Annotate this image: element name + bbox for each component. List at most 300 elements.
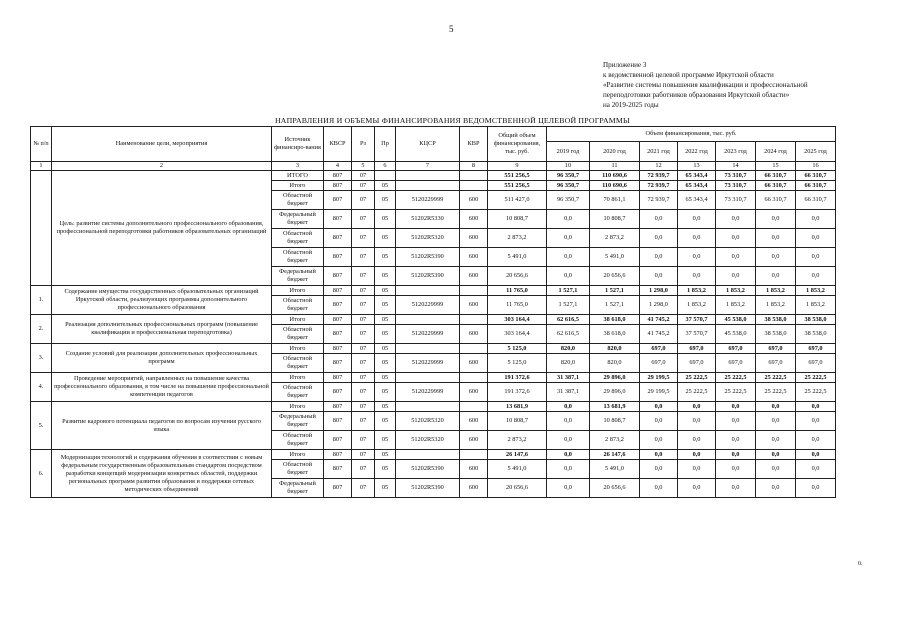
pr-cell: 05 xyxy=(375,210,396,229)
column-number: 10 xyxy=(547,162,590,171)
row-number: 3. xyxy=(31,344,52,373)
kvsr-cell: 807 xyxy=(324,383,352,402)
year-value-cell: 0,0 xyxy=(796,431,836,450)
year-value-cell: 0,0 xyxy=(756,267,796,286)
year-value-cell: 820,0 xyxy=(590,344,640,354)
rz-cell: 07 xyxy=(352,479,375,498)
rz-cell: 07 xyxy=(352,210,375,229)
year-value-cell: 0,0 xyxy=(756,402,796,412)
total-cell: 5 491,0 xyxy=(488,248,547,267)
total-cell: 20 656,6 xyxy=(488,267,547,286)
row-number: 4. xyxy=(31,373,52,402)
year-value-cell: 1 853,2 xyxy=(756,296,796,315)
year-value-cell: 38 618,0 xyxy=(590,325,640,344)
kcsr-cell: 51202R5320 xyxy=(396,431,460,450)
rz-cell: 07 xyxy=(352,191,375,210)
total-cell: 5 125,0 xyxy=(488,344,547,354)
year-value-cell: 37 570,7 xyxy=(678,325,716,344)
kcsr-cell xyxy=(396,315,460,325)
year-value-cell: 0,0 xyxy=(716,412,756,431)
kvsr-cell: 807 xyxy=(324,402,352,412)
total-cell: 13 681,9 xyxy=(488,402,547,412)
funding-source: Областной бюджет xyxy=(272,191,324,210)
funding-source: ИТОГО xyxy=(272,171,324,181)
kvr-cell: 600 xyxy=(460,248,488,267)
total-cell: 191 372,6 xyxy=(488,383,547,402)
kvr-cell xyxy=(460,171,488,181)
funding-source: Итого xyxy=(272,402,324,412)
pr-cell: 05 xyxy=(375,286,396,296)
year-value-cell: 0,0 xyxy=(547,248,590,267)
year-value-cell: 65 343,4 xyxy=(678,171,716,181)
year-value-cell: 820,0 xyxy=(547,354,590,373)
year-value-cell: 41 745,2 xyxy=(640,325,678,344)
year-value-cell: 0,0 xyxy=(678,412,716,431)
funding-source: Федеральный бюджет xyxy=(272,267,324,286)
year-value-cell: 41 745,2 xyxy=(640,315,678,325)
rz-cell: 07 xyxy=(352,344,375,354)
row-number: 6. xyxy=(31,450,52,498)
column-number: 1 xyxy=(31,162,52,171)
year-value-cell: 73 310,7 xyxy=(716,171,756,181)
column-number: 15 xyxy=(756,162,796,171)
rz-cell: 07 xyxy=(352,383,375,402)
year-value-cell: 29 896,0 xyxy=(590,383,640,402)
pr-cell: 05 xyxy=(375,460,396,479)
year-value-cell: 0,0 xyxy=(678,450,716,460)
kvr-cell xyxy=(460,450,488,460)
year-value-cell: 0,0 xyxy=(640,267,678,286)
year-value-cell: 0,0 xyxy=(678,431,716,450)
kcsr-cell xyxy=(396,171,460,181)
funding-source: Итого xyxy=(272,315,324,325)
kvsr-cell: 807 xyxy=(324,191,352,210)
header-source: Источник финансиро-вания xyxy=(272,127,324,162)
year-value-cell: 10 808,7 xyxy=(590,412,640,431)
year-value-cell: 29 896,0 xyxy=(590,373,640,383)
rz-cell: 07 xyxy=(352,402,375,412)
appendix-line: «Развитие системы повышения квалификации и профессиональной xyxy=(603,81,808,89)
year-value-cell: 110 690,6 xyxy=(590,181,640,191)
kcsr-cell xyxy=(396,181,460,191)
year-value-cell: 29 199,5 xyxy=(640,373,678,383)
year-value-cell: 697,0 xyxy=(756,344,796,354)
kcsr-cell: 5120229999 xyxy=(396,325,460,344)
row-number xyxy=(31,171,52,286)
kvsr-cell: 807 xyxy=(324,412,352,431)
year-value-cell: 0,0 xyxy=(796,267,836,286)
row-number: 1. xyxy=(31,286,52,315)
measure-name: Реализация дополнительных профессиональных программ (повышение квалификации и профессиональная переподготовка) xyxy=(52,315,272,344)
pr-cell: 05 xyxy=(375,325,396,344)
kvr-cell: 600 xyxy=(460,229,488,248)
year-value-cell: 72 939,7 xyxy=(640,181,678,191)
kcsr-cell xyxy=(396,450,460,460)
year-value-cell: 0,0 xyxy=(756,450,796,460)
table-row xyxy=(31,344,836,354)
year-value-cell: 96 350,7 xyxy=(547,191,590,210)
kcsr-cell xyxy=(396,286,460,296)
column-number: 2 xyxy=(52,162,272,171)
year-value-cell: 66 310,7 xyxy=(796,171,836,181)
year-value-cell: 96 350,7 xyxy=(547,181,590,191)
column-number: 3 xyxy=(272,162,324,171)
year-value-cell: 45 538,0 xyxy=(716,325,756,344)
kvr-cell xyxy=(460,402,488,412)
year-value-cell: 1 853,2 xyxy=(756,286,796,296)
kvsr-cell: 807 xyxy=(324,460,352,479)
header-kvsr: КВСР xyxy=(324,127,352,162)
year-value-cell: 0,0 xyxy=(640,479,678,498)
year-value-cell: 66 310,7 xyxy=(756,191,796,210)
kvr-cell xyxy=(460,286,488,296)
header-year: 2022 год xyxy=(678,142,716,162)
column-number: 7 xyxy=(396,162,460,171)
year-value-cell: 25 222,5 xyxy=(716,383,756,402)
year-value-cell: 45 538,0 xyxy=(716,315,756,325)
year-value-cell: 25 222,5 xyxy=(678,383,716,402)
kcsr-cell xyxy=(396,402,460,412)
header-year: 2024 год xyxy=(756,142,796,162)
year-value-cell: 697,0 xyxy=(716,344,756,354)
year-value-cell: 31 387,1 xyxy=(547,373,590,383)
year-value-cell: 697,0 xyxy=(716,354,756,373)
pr-cell: 05 xyxy=(375,344,396,354)
appendix-line: к ведомственной целевой программе Иркутской области xyxy=(603,71,774,79)
kvsr-cell: 807 xyxy=(324,181,352,191)
pr-cell: 05 xyxy=(375,412,396,431)
kvsr-cell: 807 xyxy=(324,296,352,315)
year-value-cell: 0,0 xyxy=(756,460,796,479)
appendix-line: на 2019-2025 годы xyxy=(603,101,659,109)
header-year: 2019 год xyxy=(547,142,590,162)
rz-cell: 07 xyxy=(352,450,375,460)
total-cell: 2 873,2 xyxy=(488,229,547,248)
kvr-cell: 600 xyxy=(460,210,488,229)
year-value-cell: 0,0 xyxy=(640,229,678,248)
year-value-cell: 25 222,5 xyxy=(756,373,796,383)
rz-cell: 07 xyxy=(352,325,375,344)
year-value-cell: 20 656,6 xyxy=(590,479,640,498)
year-value-cell: 13 681,9 xyxy=(590,402,640,412)
kcsr-cell: 51202R5390 xyxy=(396,267,460,286)
funding-source: Областной бюджет xyxy=(272,383,324,402)
year-value-cell: 1 527,1 xyxy=(547,296,590,315)
year-value-cell: 697,0 xyxy=(796,344,836,354)
year-value-cell: 0,0 xyxy=(547,412,590,431)
column-number: 9 xyxy=(488,162,547,171)
rz-cell: 07 xyxy=(352,229,375,248)
stray-mark: 0. xyxy=(858,561,863,567)
year-value-cell: 0,0 xyxy=(716,267,756,286)
year-value-cell: 1 527,1 xyxy=(590,286,640,296)
funding-source: Итого xyxy=(272,286,324,296)
year-value-cell: 0,0 xyxy=(716,248,756,267)
header-year: 2025 год xyxy=(796,142,836,162)
year-value-cell: 0,0 xyxy=(640,210,678,229)
column-number: 4 xyxy=(324,162,352,171)
measure-name: Модернизация технологий и содержания обучения в соответствии с новым федеральным государственным образовательным стандартом посредством разработки концепций модернизации конкретных областей, поддержки региональных программ развития образования и поддержки сетевых методических объединений xyxy=(52,450,272,498)
header-num: № п/п xyxy=(31,127,52,162)
kcsr-cell: 51202R5390 xyxy=(396,460,460,479)
year-value-cell: 1 853,2 xyxy=(678,286,716,296)
kcsr-cell: 5120229999 xyxy=(396,383,460,402)
row-number: 5. xyxy=(31,402,52,450)
year-value-cell: 697,0 xyxy=(678,354,716,373)
kvr-cell: 600 xyxy=(460,296,488,315)
year-value-cell: 1 853,2 xyxy=(716,296,756,315)
year-value-cell: 25 222,5 xyxy=(678,373,716,383)
year-value-cell: 37 570,7 xyxy=(678,315,716,325)
funding-source: Федеральный бюджет xyxy=(272,412,324,431)
pr-cell: 05 xyxy=(375,354,396,373)
funding-source: Областной бюджет xyxy=(272,325,324,344)
year-value-cell: 697,0 xyxy=(640,344,678,354)
kcsr-cell: 51202R5320 xyxy=(396,412,460,431)
measure-name: Проведение мероприятий, направленных на повышение качества профессионального образования, в том числе на повышение профессиональной компетенции педагогов xyxy=(52,373,272,402)
kcsr-cell xyxy=(396,373,460,383)
rz-cell: 07 xyxy=(352,460,375,479)
measure-name: Создание условий для реализации дополнительных профессиональных программ xyxy=(52,344,272,373)
kvsr-cell: 807 xyxy=(324,450,352,460)
year-value-cell: 5 491,0 xyxy=(590,248,640,267)
total-cell: 551 256,5 xyxy=(488,181,547,191)
year-value-cell: 0,0 xyxy=(678,267,716,286)
year-value-cell: 0,0 xyxy=(547,479,590,498)
year-value-cell: 0,0 xyxy=(640,431,678,450)
rz-cell: 07 xyxy=(352,315,375,325)
kvr-cell: 600 xyxy=(460,354,488,373)
year-value-cell: 38 618,0 xyxy=(590,315,640,325)
column-number: 6 xyxy=(375,162,396,171)
measure-name: Содержание имущества государственных образовательных организаций Иркутской области, реализующих программы дополнительного профессионального образования xyxy=(52,286,272,315)
header-kvr: КВР xyxy=(460,127,488,162)
column-number: 13 xyxy=(678,162,716,171)
year-value-cell: 25 222,5 xyxy=(796,383,836,402)
year-value-cell: 25 222,5 xyxy=(756,383,796,402)
appendix-note xyxy=(603,60,893,110)
column-number: 11 xyxy=(590,162,640,171)
kvsr-cell: 807 xyxy=(324,248,352,267)
table-row xyxy=(31,286,836,296)
year-value-cell: 31 387,1 xyxy=(547,383,590,402)
year-value-cell: 0,0 xyxy=(796,450,836,460)
header-kcsr: КЦСР xyxy=(396,127,460,162)
funding-source: Федеральный бюджет xyxy=(272,210,324,229)
year-value-cell: 1 853,2 xyxy=(678,296,716,315)
kcsr-cell: 51202R5320 xyxy=(396,229,460,248)
year-value-cell: 0,0 xyxy=(796,412,836,431)
year-value-cell: 0,0 xyxy=(756,431,796,450)
year-value-cell: 0,0 xyxy=(678,210,716,229)
year-value-cell: 1 853,2 xyxy=(796,296,836,315)
header-pr: Пр xyxy=(375,127,396,162)
table-body xyxy=(31,127,836,498)
pr-cell: 05 xyxy=(375,248,396,267)
funding-source: Федеральный бюджет xyxy=(272,479,324,498)
year-value-cell: 1 527,1 xyxy=(547,286,590,296)
year-value-cell: 0,0 xyxy=(640,402,678,412)
kvsr-cell: 807 xyxy=(324,229,352,248)
table-row xyxy=(31,402,836,412)
kvr-cell: 600 xyxy=(460,267,488,286)
kvsr-cell: 807 xyxy=(324,479,352,498)
pr-cell: 05 xyxy=(375,402,396,412)
column-number: 16 xyxy=(796,162,836,171)
appendix-line: Приложение 3 xyxy=(603,61,647,69)
rz-cell: 07 xyxy=(352,373,375,383)
column-number: 14 xyxy=(716,162,756,171)
kcsr-cell: 51202R5390 xyxy=(396,479,460,498)
pr-cell: 05 xyxy=(375,315,396,325)
pr-cell: 05 xyxy=(375,181,396,191)
year-value-cell: 0,0 xyxy=(678,402,716,412)
year-value-cell: 0,0 xyxy=(716,479,756,498)
year-value-cell: 25 222,5 xyxy=(796,373,836,383)
kvr-cell: 600 xyxy=(460,412,488,431)
year-value-cell: 25 222,5 xyxy=(716,373,756,383)
total-cell: 5 125,0 xyxy=(488,354,547,373)
header-name: Наименование цели, мероприятия xyxy=(52,127,272,162)
year-value-cell: 72 939,7 xyxy=(640,191,678,210)
pr-cell: 05 xyxy=(375,450,396,460)
header-total: Общий объем финансирования, тыс. руб. xyxy=(488,127,547,162)
year-value-cell: 0,0 xyxy=(756,412,796,431)
year-value-cell: 1 298,0 xyxy=(640,296,678,315)
pr-cell xyxy=(375,171,396,181)
rz-cell: 07 xyxy=(352,248,375,267)
year-value-cell: 2 873,2 xyxy=(590,229,640,248)
year-value-cell: 62 616,5 xyxy=(547,325,590,344)
kvsr-cell: 807 xyxy=(324,354,352,373)
kvr-cell xyxy=(460,344,488,354)
kvsr-cell: 807 xyxy=(324,286,352,296)
kvr-cell xyxy=(460,315,488,325)
year-value-cell: 2 873,2 xyxy=(590,431,640,450)
year-value-cell: 70 861,1 xyxy=(590,191,640,210)
column-number: 5 xyxy=(352,162,375,171)
kvsr-cell: 807 xyxy=(324,373,352,383)
kvsr-cell: 807 xyxy=(324,431,352,450)
year-value-cell: 0,0 xyxy=(796,210,836,229)
rz-cell: 07 xyxy=(352,181,375,191)
year-value-cell: 0,0 xyxy=(796,402,836,412)
pr-cell: 05 xyxy=(375,267,396,286)
funding-source: Итого xyxy=(272,344,324,354)
year-value-cell: 0,0 xyxy=(756,479,796,498)
year-value-cell: 73 310,7 xyxy=(716,181,756,191)
year-value-cell: 66 310,7 xyxy=(756,171,796,181)
funding-source: Областной бюджет xyxy=(272,354,324,373)
kvr-cell: 600 xyxy=(460,325,488,344)
year-value-cell: 0,0 xyxy=(547,450,590,460)
kvr-cell: 600 xyxy=(460,431,488,450)
year-value-cell: 0,0 xyxy=(678,248,716,267)
year-value-cell: 26 147,6 xyxy=(590,450,640,460)
pr-cell: 05 xyxy=(375,296,396,315)
funding-source: Областной бюджет xyxy=(272,460,324,479)
column-number: 12 xyxy=(640,162,678,171)
year-value-cell: 66 310,7 xyxy=(796,181,836,191)
pr-cell: 05 xyxy=(375,373,396,383)
table-row xyxy=(31,373,836,383)
kvr-cell: 600 xyxy=(460,191,488,210)
kvsr-cell: 807 xyxy=(324,344,352,354)
year-value-cell: 0,0 xyxy=(796,479,836,498)
year-value-cell: 65 343,4 xyxy=(678,191,716,210)
table-row xyxy=(31,450,836,460)
rz-cell: 07 xyxy=(352,267,375,286)
year-value-cell: 0,0 xyxy=(547,210,590,229)
total-cell: 191 372,6 xyxy=(488,373,547,383)
measure-name: Цель: развитие системы дополнительного профессионального образования, профессиональной переподготовки работников образовательных организаций xyxy=(52,171,272,286)
kvsr-cell: 807 xyxy=(324,315,352,325)
year-value-cell: 0,0 xyxy=(678,229,716,248)
total-cell: 20 656,6 xyxy=(488,479,547,498)
year-value-cell: 0,0 xyxy=(640,248,678,267)
year-value-cell: 0,0 xyxy=(640,450,678,460)
total-cell: 303 164,4 xyxy=(488,315,547,325)
year-value-cell: 1 527,1 xyxy=(590,296,640,315)
year-value-cell: 20 656,6 xyxy=(590,267,640,286)
kvr-cell xyxy=(460,181,488,191)
rz-cell: 07 xyxy=(352,171,375,181)
year-value-cell: 62 616,5 xyxy=(547,315,590,325)
year-value-cell: 110 690,6 xyxy=(590,171,640,181)
year-value-cell: 0,0 xyxy=(640,460,678,479)
year-value-cell: 0,0 xyxy=(756,229,796,248)
header-year: 2021 год xyxy=(640,142,678,162)
measure-name: Развитие кадрового потенциала педагогов по вопросам изучения русского языка xyxy=(52,402,272,450)
pr-cell: 05 xyxy=(375,229,396,248)
year-value-cell: 697,0 xyxy=(796,354,836,373)
year-value-cell: 10 808,7 xyxy=(590,210,640,229)
funding-source: Областной бюджет xyxy=(272,431,324,450)
appendix-line: переподготовки работников образования Иркутской области» xyxy=(603,91,790,99)
year-value-cell: 0,0 xyxy=(678,460,716,479)
total-cell: 11 765,0 xyxy=(488,296,547,315)
funding-source: Итого xyxy=(272,373,324,383)
header-year: 2020 год xyxy=(590,142,640,162)
rz-cell: 07 xyxy=(352,431,375,450)
kvsr-cell: 807 xyxy=(324,210,352,229)
total-cell: 10 808,7 xyxy=(488,210,547,229)
year-value-cell: 0,0 xyxy=(716,229,756,248)
year-value-cell: 0,0 xyxy=(716,431,756,450)
funding-source: Областной бюджет xyxy=(272,296,324,315)
total-cell: 26 147,6 xyxy=(488,450,547,460)
total-cell: 11 765,0 xyxy=(488,286,547,296)
rz-cell: 07 xyxy=(352,286,375,296)
year-value-cell: 29 199,5 xyxy=(640,383,678,402)
pr-cell: 05 xyxy=(375,383,396,402)
total-cell: 10 808,7 xyxy=(488,412,547,431)
year-value-cell: 38 538,0 xyxy=(756,325,796,344)
row-number: 2. xyxy=(31,315,52,344)
kvsr-cell: 807 xyxy=(324,267,352,286)
rz-cell: 07 xyxy=(352,354,375,373)
year-value-cell: 65 343,4 xyxy=(678,181,716,191)
total-cell: 303 164,4 xyxy=(488,325,547,344)
year-value-cell: 697,0 xyxy=(640,354,678,373)
kcsr-cell: 5120229999 xyxy=(396,296,460,315)
page-number: 5 xyxy=(449,24,454,34)
year-value-cell: 5 491,0 xyxy=(590,460,640,479)
year-value-cell: 0,0 xyxy=(547,460,590,479)
financing-table xyxy=(30,126,836,498)
year-value-cell: 0,0 xyxy=(716,210,756,229)
total-cell: 551 256,5 xyxy=(488,171,547,181)
